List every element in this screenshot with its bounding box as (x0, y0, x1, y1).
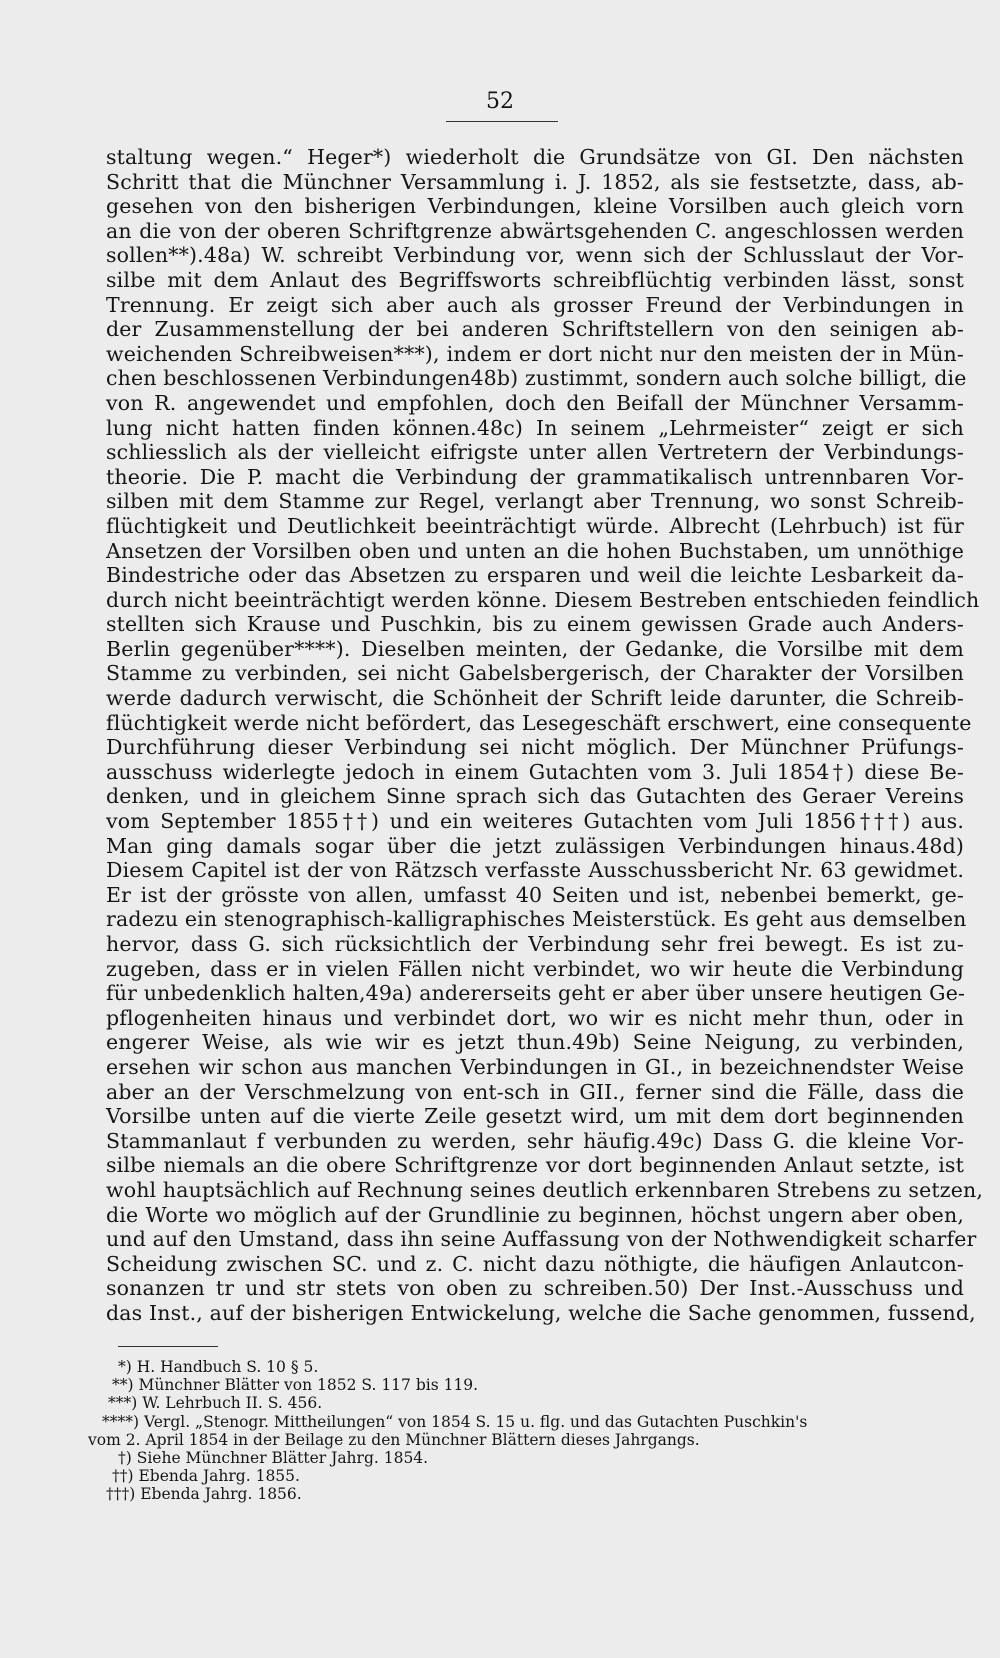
text-line: flüchtigkeit und Deutlichkeit beeinträchtigt würde. Albrecht (Lehrbuch) ist für (106, 513, 964, 538)
text-line: aber an der Verschmelzung von ent-sch in GII., ferner sind die Fälle, dass die (106, 1079, 964, 1104)
text-line: von R. angewendet und empfohlen, doch den Beifall der Münchner Versamm- (106, 390, 964, 415)
footnote-line: *) H. Handbuch S. 10 § 5. (118, 1358, 319, 1376)
text-line: Durchführung dieser Verbindung sei nicht möglich. Der Münchner Prüfungs- (106, 735, 964, 760)
text-line: ersehen wir schon aus manchen Verbindungen in GI., in bezeichnendster Weise (106, 1054, 964, 1079)
text-line: Berlin gegenüber****). Dieselben meinten, der Gedanke, die Vorsilbe mit dem (106, 636, 964, 661)
text-line: das Inst., auf der bisherigen Entwickelung, welche die Sache genommen, fussend, (106, 1300, 976, 1325)
footnote-line: vom 2. April 1854 in der Beilage zu den Münchner Blättern dieses Jahrgangs. (88, 1430, 700, 1449)
text-line: weichenden Schreibweisen***), indem er dort nicht nur den meisten der in Mün- (106, 341, 964, 366)
text-line: Schritt that die Münchner Versammlung i. J. 1852, als sie festsetzte, dass, ab- (106, 169, 964, 194)
text-line: Trennung. Er zeigt sich aber auch als grosser Freund der Verbindungen in (106, 292, 964, 317)
footnote-line: **) Münchner Blätter von 1852 S. 117 bis 119. (112, 1376, 479, 1395)
text-line: ausschuss widerlegte jedoch in einem Gutachten vom 3. Juli 1854†) diese Be- (106, 759, 964, 784)
text-line: stellten sich Krause und Puschkin, bis zu einem gewissen Grade auch Anders- (106, 612, 964, 637)
text-line: wohl hauptsächlich auf Rechnung seines deutlich erkennbaren Strebens zu setzen, (106, 1177, 984, 1202)
footnote-line: †) Siehe Münchner Blätter Jahrg. 1854. (118, 1448, 429, 1467)
text-line: der Zusammenstellung der bei anderen Schriftstellern von den seinigen ab- (106, 317, 964, 342)
footnote-line: ††) Ebenda Jahrg. 1855. (112, 1467, 300, 1486)
text-line: pflogenheiten hinaus und verbindet dort, wo wir es nicht mehr thun, oder in (106, 1005, 964, 1030)
text-line: silbe niemals an die obere Schriftgrenze vor dort beginnenden Anlaut setzte, ist (106, 1153, 964, 1178)
text-line: silben mit dem Stamme zur Regel, verlangt aber Trennung, wo sonst Schreib- (106, 489, 964, 514)
text-line: Scheidung zwischen SC. und z. C. nicht dazu nöthigte, die häufigen Anlautcon- (106, 1251, 964, 1276)
text-line: sonanzen tr und str stets von oben zu schreiben.50) Der Inst.-Ausschuss und (106, 1276, 964, 1301)
text-line: Stamme zu verbinden, sei nicht Gabelsbergerisch, der Charakter der Vorsilben (106, 661, 964, 686)
text-line: schliesslich als der vielleicht eifrigste unter allen Vertretern der Verbindungs- (106, 440, 964, 465)
text-line: werde dadurch verwischt, die Schönheit der Schrift leide darunter, die Schreib- (106, 686, 964, 711)
text-line: lung nicht hatten finden können.48c) In seinem „Lehrmeister“ zeigt er sich (106, 415, 964, 440)
text-line: flüchtigkeit werde nicht befördert, das Lesegeschäft erschwert, eine consequente (106, 710, 972, 735)
text-line: staltung wegen.“ Heger*) wiederholt die Grundsätze von GI. Den nächsten (106, 145, 964, 169)
text-line: durch nicht beeinträchtigt werden könne. Diesem Bestreben entschieden feindlich (106, 587, 980, 612)
text-line: zugeben, dass er in vielen Fällen nicht verbindet, wo wir heute die Verbindung (106, 956, 964, 981)
text-line: für unbedenklich halten,49a) andererseits geht er aber über unsere heutigen Ge- (106, 981, 966, 1006)
text-line: Vorsilbe unten auf die vierte Zeile gesetzt wird, um mit dem dort beginnenden (106, 1104, 964, 1129)
footnote-line: †††) Ebenda Jahrg. 1856. (106, 1485, 302, 1504)
footnote-line: ***) W. Lehrbuch II. S. 456. (108, 1394, 323, 1413)
page-number-rule (446, 121, 558, 122)
text-line: Man ging damals sogar über die jetzt zulässigen Verbindungen hinaus.48d) (106, 833, 964, 858)
text-line: gesehen von den bisherigen Verbindungen, kleine Vorsilben auch gleich vorn (106, 194, 964, 219)
text-line: theorie. Die P. macht die Verbindung der grammatikalisch untrennbaren Vor- (106, 464, 964, 489)
text-line: Stammanlaut f verbunden zu werden, sehr häufig.49c) Dass G. die kleine Vor- (106, 1128, 964, 1153)
footnote-separator (118, 1346, 218, 1347)
text-line: und auf den Umstand, dass ihn seine Auffassung von der Nothwendigkeit scharfer (106, 1227, 977, 1252)
text-line: Bindestriche oder das Absetzen zu ersparen und weil die leichte Lesbarkeit da- (106, 563, 964, 588)
footnote-line: ****) Vergl. „Stenogr. Mittheilungen“ von 1854 S. 15 u. flg. und das Gutachten Puschkin's (102, 1412, 808, 1431)
text-line: radezu ein stenographisch-kalligraphisches Meisterstück. Es geht aus demselben (106, 907, 967, 932)
text-line: sollen**).48a) W. schreibt Verbindung vor, wenn sich der Schlusslaut der Vor- (106, 243, 964, 268)
text-line: Ansetzen der Vorsilben oben und unten an die hohen Buchstaben, um unnöthige (106, 538, 964, 563)
text-line: silbe mit dem Anlaut des Begriffsworts schreibflüchtig verbinden lässt, sonst (106, 267, 964, 292)
text-line: chen beschlossenen Verbindungen48b) zustimmt, sondern auch solche billigt, die (106, 366, 967, 391)
text-line: engerer Weise, als wie wir es jetzt thun.49b) Seine Neigung, zu verbinden, (106, 1030, 964, 1055)
text-line: an die von der oberen Schriftgrenze abwärtsgehenden C. angeschlossen werden (106, 218, 964, 243)
page-number: 52 (486, 89, 514, 114)
text-line: hervor, dass G. sich rücksichtlich der Verbindung sehr frei bewegt. Es ist zu- (106, 932, 964, 956)
body-text (106, 145, 984, 1326)
text-line: die Worte wo möglich auf der Grundlinie zu beginnen, höchst ungern aber oben, (106, 1202, 964, 1227)
footnotes (88, 1358, 908, 1504)
text-line: vom September 1855††) und ein weiteres Gutachten vom Juli 1856†††) aus. (106, 809, 964, 834)
text-line: denken, und in gleichem Sinne sprach sich das Gutachten des Geraer Vereins (106, 784, 964, 809)
text-line: Diesem Capitel ist der von Rätzsch verfasste Ausschussbericht Nr. 63 gewidmet. (106, 858, 964, 883)
text-line: Er ist der grösste von allen, umfasst 40 Seiten und ist, nebenbei bemerkt, ge- (106, 882, 964, 907)
